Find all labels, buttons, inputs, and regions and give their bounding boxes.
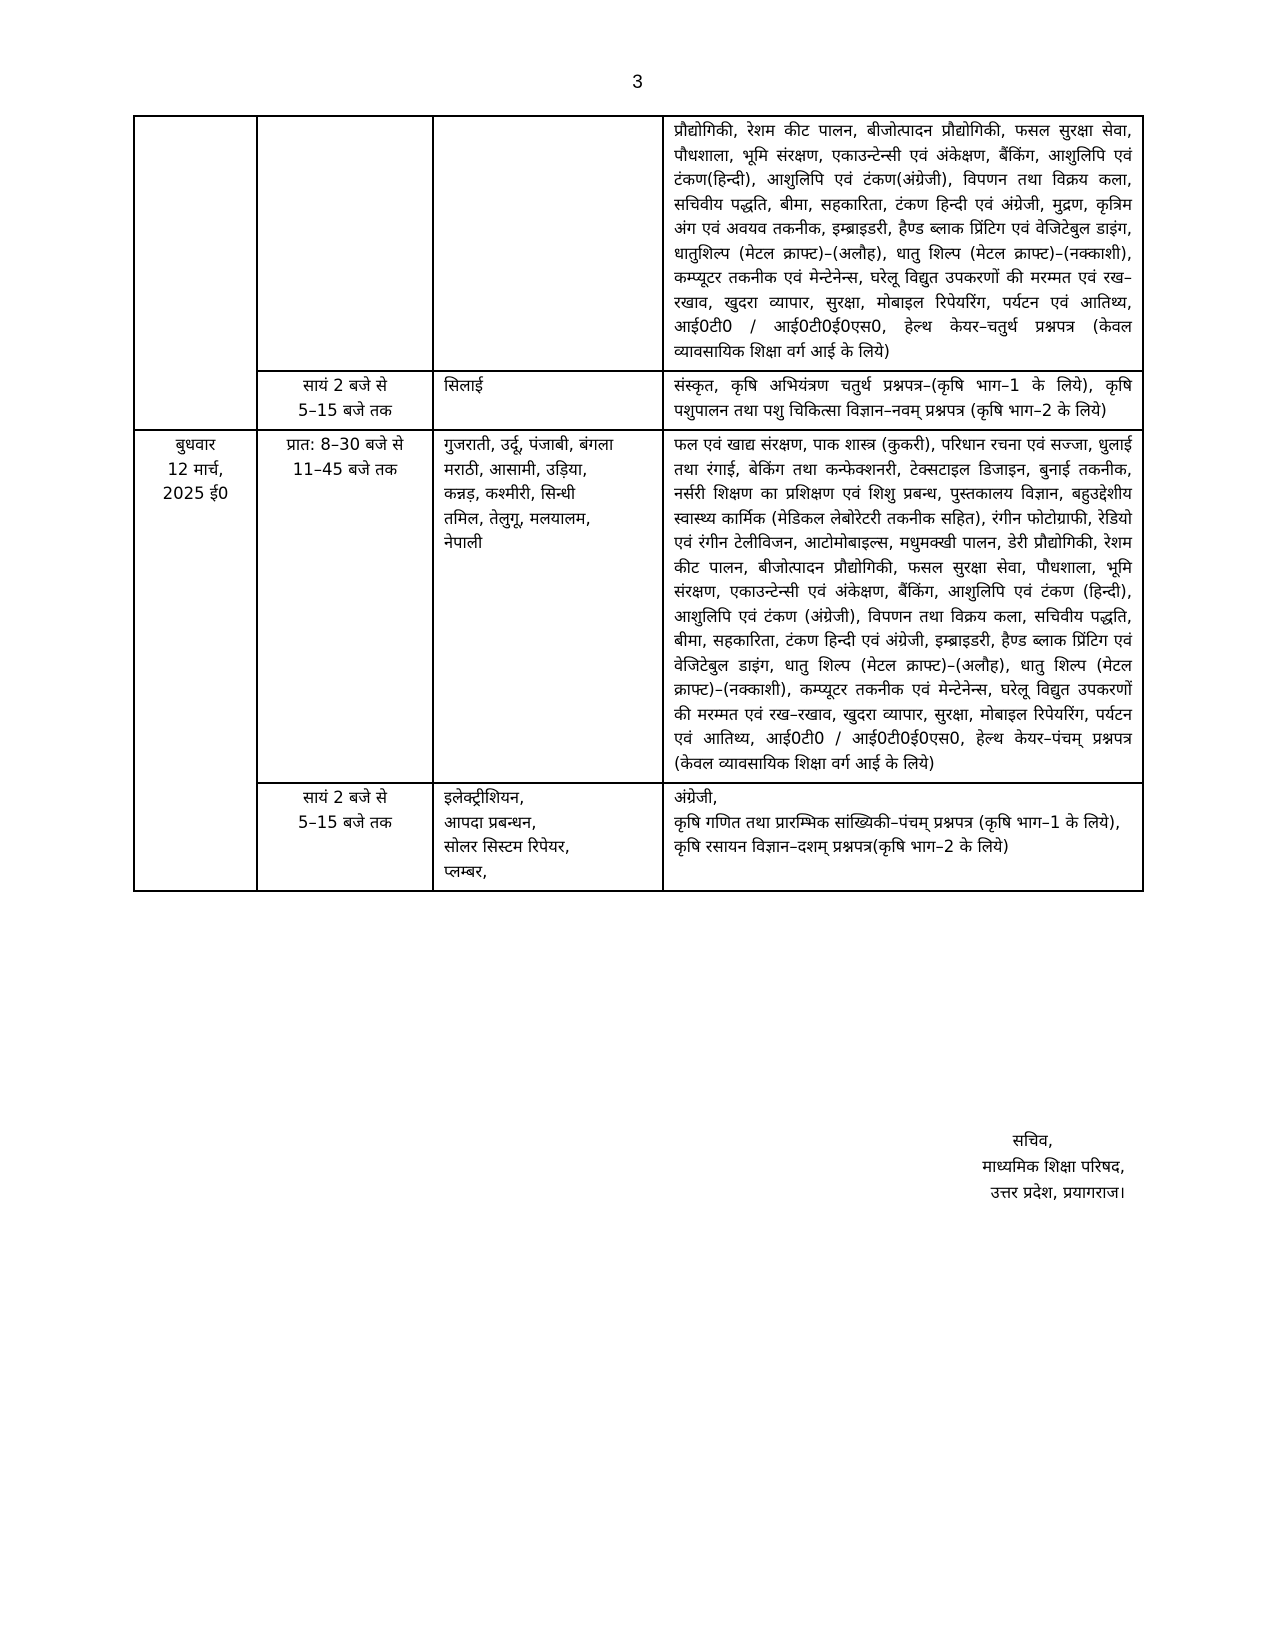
- subjects-cell: [433, 430, 663, 783]
- signature-org: माध्यमिक शिक्षा परिषद,: [982, 1157, 1125, 1176]
- subject-line: सोलर सिस्टम रिपेयर,: [444, 837, 570, 856]
- subject-line: आपदा प्रबन्धन,: [444, 812, 537, 832]
- exam-schedule-table: [133, 115, 1144, 892]
- time-cell: [257, 116, 433, 371]
- details-line: अंग्रेजी,: [674, 788, 718, 807]
- subject-line: गुजराती, उर्दू, पंजाबी, बंगला: [444, 435, 614, 454]
- table-row: [134, 371, 1143, 430]
- day-line: 12 मार्च,: [167, 459, 224, 479]
- subject-line: कन्नड़, कश्मीरी, सिन्धी: [444, 484, 576, 503]
- subject-line: इलेक्ट्रीशियन,: [444, 788, 525, 807]
- subjects-cell: [433, 371, 663, 430]
- table-row: [134, 783, 1143, 891]
- details-cell: प्रौद्योगिकी, रेशम कीट पालन, बीजोत्पादन प्रौद्योगिकी, फसल सुरक्षा सेवा, पौधशाला, भूमि संरक्षण, एकाउन्टेन्सी एवं अंकेक्षण, बैंकिंग, आशुलिपि एवं टंकण(हिन्दी), आशुलिपि एवं टंकण(अंग्रेजी), विपणन तथा विक्रय कला, सचिवीय पद्धति, बीमा, सहकारिता, टंकण हिन्दी एवं अंग्रेजी, मुद्रण, कृत्रिम अंग एवं अवयव तकनीक, इम्ब्राइडरी, हैण्ड ब्लाक प्रिंटिग एवं वेजिटेबुल डाइंग, धातुशिल्प (मेटल क्राफ्ट)–(अलौह), धातु शिल्प (मेटल क्राफ्ट)–(नक्काशी), कम्प्यूटर तकनीक एवं मेन्टेनेन्स, घरेलू विद्युत उपकरणों की मरम्मत एवं रख–रखाव, खुदरा व्यापार, सुरक्षा, मोबाइल रिपेयरिंग, पर्यटन एवं आतिथ्य, आई0टी0 / आई0टी0ई0एस0, हेल्थ केयर–चतुर्थ प्रश्नपत्र (केवल व्यावसायिक शिक्षा वर्ग आई के लिये): [663, 116, 1143, 371]
- page-number: 3: [632, 72, 643, 93]
- subject-line: सिलाई: [444, 376, 483, 395]
- time-cell: [257, 371, 433, 430]
- signature-place: उत्तर प्रदेश, प्रयागराज।: [990, 1183, 1125, 1202]
- details-cell: संस्कृत, कृषि अभियंत्रण चतुर्थ प्रश्नपत्र–(कृषि भाग–1 के लिये), कृषि पशुपालन तथा पशु चिकित्सा विज्ञान–नवम् प्रश्नपत्र (कृषि भाग–2 के लिये): [663, 371, 1143, 430]
- time-line: सायं 2 बजे से: [302, 376, 388, 395]
- day-cell: [134, 430, 257, 891]
- day-line: बुधवार: [175, 435, 216, 454]
- day-line: 2025 ई0: [162, 484, 229, 503]
- day-cell: [134, 116, 257, 430]
- subjects-cell: [433, 116, 663, 371]
- details-line: कृषि गणित तथा प्रारम्भिक सांख्यिकी–पंचम् प्रश्नपत्र (कृषि भाग–1 के लिये),: [674, 812, 1121, 832]
- signature-block: [982, 1128, 1125, 1206]
- time-line: 11–45 बजे तक: [292, 459, 398, 479]
- time-line: 5–15 बजे तक: [298, 812, 392, 832]
- table-row: [134, 430, 1143, 783]
- table-row: [134, 116, 1143, 371]
- time-line: सायं 2 बजे से: [302, 788, 388, 807]
- details-line: कृषि रसायन विज्ञान–दशम् प्रश्नपत्र(कृषि भाग–2 के लिये): [674, 837, 1009, 856]
- time-cell: [257, 430, 433, 783]
- details-cell: फल एवं खाद्य संरक्षण, पाक शास्त्र (कुकरी), परिधान रचना एवं सज्जा, धुलाई तथा रंगाई, बेकिंग तथा कन्फेक्शनरी, टेक्सटाइल डिजाइन, बुनाई तकनीक, नर्सरी शिक्षण का प्रशिक्षण एवं शिशु प्रबन्ध, पुस्तकालय विज्ञान, बहुउद्देशीय स्वास्थ्य कार्मिक (मेडिकल लेबोरेटरी तकनीक सहित), रंगीन फोटोग्राफी, रेडियो एवं रंगीन टेलीविजन, आटोमोबाइल्स, मधुमक्खी पालन, डेरी प्रौद्योगिकी, रेशम कीट पालन, बीजोत्पादन प्रौद्योगिकी, फसल सुरक्षा सेवा, पौधशाला, भूमि संरक्षण, एकाउन्टेन्सी एवं अंकेक्षण, बैंकिंग, आशुलिपि एवं टंकण (हिन्दी), आशुलिपि एवं टंकण (अंग्रेजी), विपणन तथा विक्रय कला, सचिवीय पद्धति, बीमा, सहकारिता, टंकण हिन्दी एवं अंग्रेजी, इम्ब्राइडरी, हैण्ड ब्लाक प्रिंटिग एवं वेजिटेबुल डाइंग, धातु शिल्प (मेटल क्राफ्ट)–(अलौह), धातु शिल्प (मेटल क्राफ्ट)–(नक्काशी), कम्प्यूटर तकनीक एवं मेन्टेनेन्स, घरेलू विद्युत उपकरणों की मरम्मत एवं रख–रखाव, खुदरा व्यापार, सुरक्षा, मोबाइल रिपेयरिंग, पर्यटन एवं आतिथ्य, आई0टी0 / आई0टी0ई0एस0, हेल्थ केयर–पंचम् प्रश्नपत्र (केवल व्यावसायिक शिक्षा वर्ग आई के लिये): [663, 430, 1143, 783]
- time-line: 5–15 बजे तक: [298, 400, 392, 420]
- subject-line: नेपाली: [444, 533, 483, 552]
- time-line: प्रात: 8–30 बजे से: [286, 435, 404, 454]
- subjects-cell: [433, 783, 663, 891]
- subject-line: प्लम्बर,: [444, 861, 488, 881]
- subject-line: मराठी, आसामी, उड़िया,: [444, 459, 588, 479]
- details-cell: [663, 783, 1143, 891]
- subject-line: तमिल, तेलुगू, मलयालम,: [444, 508, 591, 528]
- signature-title: सचिव,: [1012, 1131, 1053, 1150]
- time-cell: [257, 783, 433, 891]
